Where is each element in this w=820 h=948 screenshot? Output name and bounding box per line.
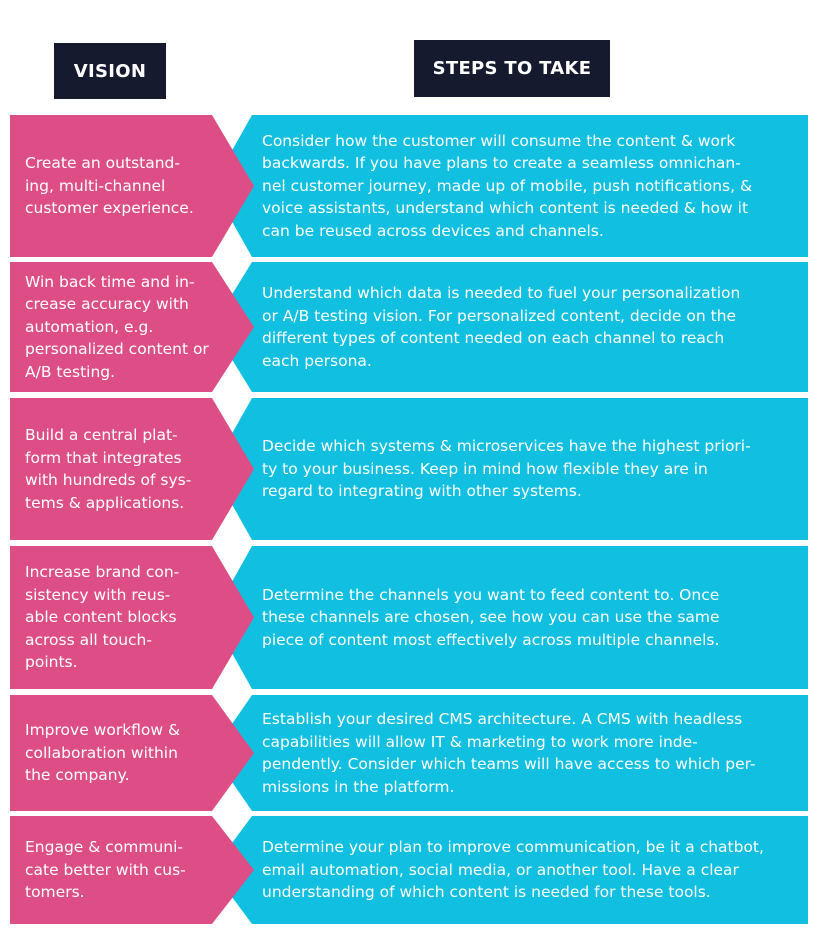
steps-line: or A/B testing vision. For personalized content, decide on the bbox=[262, 306, 737, 325]
row-3 bbox=[0, 398, 820, 540]
steps-line: each persona. bbox=[262, 351, 372, 370]
vision-text bbox=[25, 262, 225, 392]
steps-line: different types of content needed on each channel to reach bbox=[262, 329, 725, 347]
vision-line: Improve workflow & bbox=[25, 721, 181, 740]
vision-text bbox=[25, 695, 225, 811]
vision-line: automation, e.g. bbox=[25, 317, 154, 336]
vision-text bbox=[25, 115, 225, 257]
row-6 bbox=[0, 816, 820, 924]
steps-line: can be reused across devices and channels. bbox=[262, 221, 604, 240]
steps-text bbox=[262, 262, 787, 392]
vision-line: Increase brand con- bbox=[25, 563, 180, 582]
vision-line: crease accuracy with bbox=[25, 295, 189, 314]
row-2 bbox=[0, 262, 820, 392]
steps-line: Establish your desired CMS architecture. A CMS with headless bbox=[262, 710, 743, 728]
steps-line: Consider how the customer will consume the content & work bbox=[262, 131, 736, 150]
steps-line: pendently. Consider which teams will have access to which per- bbox=[262, 755, 756, 773]
vision-header bbox=[54, 43, 166, 99]
steps-text bbox=[262, 115, 787, 257]
steps-header bbox=[414, 40, 610, 97]
vision-text bbox=[25, 816, 225, 924]
vision-line: personalized content or bbox=[25, 340, 209, 359]
steps-line: piece of content most effectively across multiple channels. bbox=[262, 630, 720, 649]
steps-line: capabilities will allow IT & marketing to work more inde- bbox=[262, 732, 698, 751]
vision-line: Engage & communi- bbox=[25, 838, 184, 857]
steps-text bbox=[262, 816, 787, 924]
vision-line: collaboration within bbox=[25, 743, 178, 762]
vision-line: points. bbox=[25, 653, 78, 672]
steps-line: Understand which data is needed to fuel your personalization bbox=[262, 284, 741, 302]
steps-line: regard to integrating with other systems. bbox=[262, 482, 582, 501]
vision-line: sistency with reus- bbox=[25, 585, 171, 604]
vision-line: A/B testing. bbox=[25, 362, 116, 381]
steps-line: email automation, social media, or another tool. Have a clear bbox=[262, 860, 739, 879]
steps-line: voice assistants, understand which content is needed & how it bbox=[262, 199, 749, 218]
steps-line: these channels are chosen, see how you can use the same bbox=[262, 608, 720, 627]
row-1 bbox=[0, 115, 820, 257]
vision-line: with hundreds of sys- bbox=[25, 471, 192, 489]
vision-line: able content blocks bbox=[25, 608, 177, 627]
steps-line: missions in the platform. bbox=[262, 777, 455, 796]
steps-line: Determine the channels you want to feed content to. Once bbox=[262, 585, 720, 604]
steps-line: understanding of which content is needed for these tools. bbox=[262, 883, 711, 902]
steps-text bbox=[262, 546, 787, 689]
vision-line: across all touch- bbox=[25, 630, 152, 649]
vision-text bbox=[25, 546, 225, 689]
vision-line: form that integrates bbox=[25, 448, 182, 467]
vision-line: Build a central plat- bbox=[25, 426, 178, 444]
steps-line: nel customer journey, made up of mobile, push notifications, & bbox=[262, 176, 753, 195]
steps-line: backwards. If you have plans to create a seamless omnichan- bbox=[262, 154, 741, 173]
vision-line: customer experience. bbox=[25, 199, 194, 218]
steps-header-label: STEPS TO TAKE bbox=[432, 58, 592, 79]
steps-text bbox=[262, 695, 787, 811]
row-4 bbox=[0, 546, 820, 689]
vision-line: cate better with cus- bbox=[25, 860, 186, 879]
steps-text bbox=[262, 398, 787, 540]
steps-line: Decide which systems & microservices have the highest priori- bbox=[262, 437, 751, 456]
vision-line: tems & applications. bbox=[25, 493, 185, 512]
vision-header-label: VISION bbox=[73, 60, 147, 82]
row-5 bbox=[0, 695, 820, 811]
vision-line: ing, multi-channel bbox=[25, 176, 166, 195]
steps-line: Determine your plan to improve communication, be it a chatbot, bbox=[262, 838, 764, 857]
vision-line: Win back time and in- bbox=[25, 272, 195, 291]
vision-text bbox=[25, 398, 225, 540]
vision-line: Create an outstand- bbox=[25, 154, 180, 173]
steps-line: ty to your business. Keep in mind how flexible they are in bbox=[262, 459, 708, 478]
vision-line: tomers. bbox=[25, 883, 85, 902]
vision-line: the company. bbox=[25, 766, 130, 785]
